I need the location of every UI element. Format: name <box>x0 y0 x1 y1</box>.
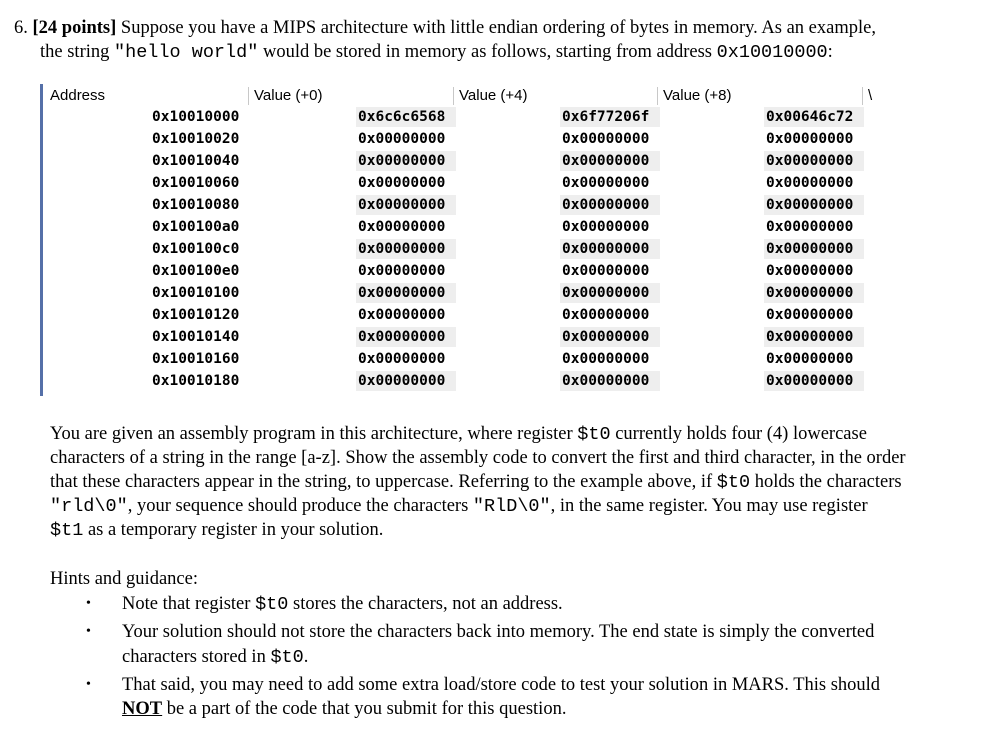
value-4-cell: 0x00000000 <box>562 329 650 345</box>
hint-text: be a part of the code that you submit for this question. <box>162 699 567 720</box>
header-address: Address <box>50 87 106 104</box>
hint-text: Note that register <box>122 594 256 614</box>
register-t1: $t1 <box>50 520 84 541</box>
hint-text: Your solution should not store the characters back into memory. The end state is simply the converted <box>122 622 875 643</box>
value-8-cell: 0x00000000 <box>766 153 854 169</box>
address-cell: 0x10010160 <box>152 351 240 367</box>
table-row <box>40 128 880 150</box>
value-8-cell: 0x00000000 <box>766 307 854 323</box>
value-8-cell: 0x00000000 <box>766 131 854 147</box>
question-line-1 <box>14 16 876 40</box>
value-8-cell: 0x00000000 <box>766 241 854 257</box>
address-cell: 0x10010020 <box>152 131 240 147</box>
table-row <box>40 370 880 392</box>
hint-text: . <box>303 646 309 667</box>
example-input: "rld\0" <box>50 496 128 517</box>
body-text: , in the same register. You may use register <box>550 496 868 516</box>
value-4-cell: 0x00000000 <box>562 241 650 257</box>
header-value-4: Value (+4) <box>453 87 528 105</box>
start-address: 0x10010000 <box>716 42 828 63</box>
value-8-cell: 0x00000000 <box>766 219 854 235</box>
body-text: characters of a string in the range [a-z]. Show the assembly code to convert the first and third character, in the order <box>50 448 906 468</box>
body-line-5 <box>50 518 383 543</box>
table-row <box>40 238 880 260</box>
hint-text: That said, you may need to add some extra load/store code to test your solution in MARS. This should <box>122 674 881 695</box>
table-row <box>40 304 880 326</box>
question-intro-d: : <box>827 42 833 62</box>
body-line-3 <box>50 470 902 495</box>
value-4-cell: 0x00000000 <box>562 263 650 279</box>
register-t0: $t0 <box>270 646 304 668</box>
value-0-cell: 0x00000000 <box>358 131 446 147</box>
value-0-cell: 0x00000000 <box>358 307 446 323</box>
value-8-cell: 0x00000000 <box>766 373 854 389</box>
value-4-cell: 0x00000000 <box>562 131 650 147</box>
body-text: as a temporary register in your solution. <box>83 520 384 540</box>
address-cell: 0x100100e0 <box>152 263 240 279</box>
value-8-cell: 0x00646c72 <box>766 109 854 125</box>
hint-item <box>0 673 880 722</box>
address-cell: 0x100100a0 <box>152 219 240 235</box>
hint-text: stores the characters, not an address. <box>288 594 563 614</box>
bullet-icon: • <box>86 676 91 692</box>
register-t0: $t0 <box>716 472 751 493</box>
value-8-cell: 0x00000000 <box>766 197 854 213</box>
register-t0: $t0 <box>577 424 611 445</box>
address-cell: 0x10010040 <box>152 153 240 169</box>
table-row <box>40 348 880 370</box>
address-cell: 0x10010080 <box>152 197 240 213</box>
value-8-cell: 0x00000000 <box>766 263 854 279</box>
hint-item <box>0 592 880 617</box>
value-0-cell: 0x00000000 <box>358 351 446 367</box>
address-cell: 0x10010180 <box>152 373 240 389</box>
value-4-cell: 0x00000000 <box>562 373 650 389</box>
value-4-cell: 0x00000000 <box>562 351 650 367</box>
value-4-cell: 0x6f77206f <box>562 109 650 125</box>
question-number: 6. <box>14 18 28 38</box>
body-line-4 <box>50 494 868 519</box>
body-text: , your sequence should produce the characters <box>127 496 473 516</box>
address-cell: 0x10010060 <box>152 175 240 191</box>
value-0-cell: 0x6c6c6568 <box>358 109 446 125</box>
hint-text: characters stored in <box>122 646 271 667</box>
header-value-0: Value (+0) <box>248 87 323 105</box>
question-line-2 <box>40 40 833 65</box>
table-row <box>40 194 880 216</box>
value-4-cell: 0x00000000 <box>562 285 650 301</box>
address-cell: 0x100100c0 <box>152 241 240 257</box>
value-0-cell: 0x00000000 <box>358 373 446 389</box>
table-row <box>40 106 880 128</box>
value-0-cell: 0x00000000 <box>358 285 446 301</box>
body-text: that these characters appear in the string, to uppercase. Referring to the example above, if <box>50 472 717 492</box>
question-points: [24 points] <box>32 18 117 38</box>
question-intro-c: would be stored in memory as follows, starting from address <box>258 42 717 62</box>
address-cell: 0x10010100 <box>152 285 240 301</box>
memory-table <box>40 84 880 398</box>
question-intro-a: Suppose you have a MIPS architecture with little endian ordering of bytes in memory. As an example, <box>116 18 876 38</box>
value-0-cell: 0x00000000 <box>358 263 446 279</box>
value-4-cell: 0x00000000 <box>562 307 650 323</box>
body-text: You are given an assembly program in this architecture, where register <box>50 424 578 444</box>
body-text: holds the characters <box>750 472 902 492</box>
value-0-cell: 0x00000000 <box>358 241 446 257</box>
value-0-cell: 0x00000000 <box>358 175 446 191</box>
bullet-icon: • <box>86 624 91 640</box>
address-cell: 0x10010120 <box>152 307 240 323</box>
table-row <box>40 216 880 238</box>
value-8-cell: 0x00000000 <box>766 351 854 367</box>
table-row <box>40 282 880 304</box>
value-4-cell: 0x00000000 <box>562 175 650 191</box>
body-line-1 <box>50 422 867 447</box>
address-cell: 0x10010000 <box>152 109 240 125</box>
table-row <box>40 260 880 282</box>
value-0-cell: 0x00000000 <box>358 219 446 235</box>
question-intro-b: the string <box>40 42 114 62</box>
register-t0: $t0 <box>255 594 289 615</box>
value-4-cell: 0x00000000 <box>562 153 650 169</box>
hint-item <box>0 620 880 670</box>
value-4-cell: 0x00000000 <box>562 219 650 235</box>
example-output: "RlD\0" <box>472 496 551 517</box>
body-text: currently holds four (4) lowercase <box>610 424 867 444</box>
value-0-cell: 0x00000000 <box>358 153 446 169</box>
address-cell: 0x10010140 <box>152 329 240 345</box>
header-next-column: \ <box>862 87 872 105</box>
value-0-cell: 0x00000000 <box>358 329 446 345</box>
value-8-cell: 0x00000000 <box>766 285 854 301</box>
value-8-cell: 0x00000000 <box>766 329 854 345</box>
hints-list <box>0 592 880 721</box>
value-4-cell: 0x00000000 <box>562 197 650 213</box>
table-row <box>40 172 880 194</box>
body-line-2 <box>50 446 906 470</box>
not-emphasis: NOT <box>122 699 163 720</box>
hints-title: Hints and guidance: <box>50 569 198 589</box>
table-row <box>40 326 880 348</box>
example-string: "hello world" <box>114 42 259 63</box>
table-row <box>40 150 880 172</box>
value-8-cell: 0x00000000 <box>766 175 854 191</box>
header-value-8: Value (+8) <box>657 87 732 105</box>
bullet-icon: • <box>86 596 91 611</box>
value-0-cell: 0x00000000 <box>358 197 446 213</box>
